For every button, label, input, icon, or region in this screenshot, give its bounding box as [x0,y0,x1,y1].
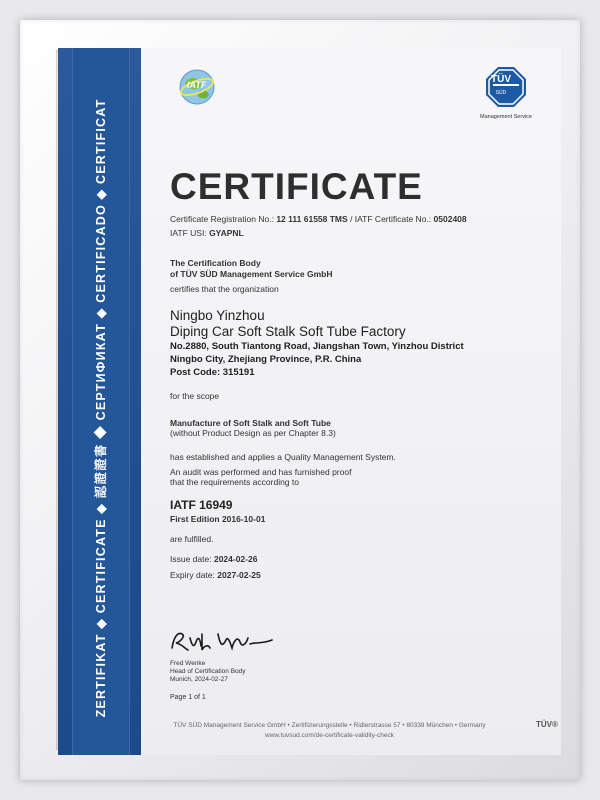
tuv-logo-caption: Management Service [480,114,532,120]
signature-image [168,626,278,656]
fulfilled-text: are fulfilled. [170,534,214,544]
iatf-usi-value: GYAPNL [209,228,244,238]
post-code: Post Code: 315191 [170,367,255,378]
tuv-logo-text: TÜV [491,74,511,85]
audit-line-2: that the requirements according to [170,477,299,487]
certifies-text: certifies that the organization [170,284,279,294]
iatf-certificate-label: / IATF Certificate No.: [350,214,432,224]
cert-body-line-1: The Certification Body [170,258,261,268]
iatf-logo [178,68,216,111]
expiry-date-value: 2027-02-25 [217,570,261,580]
company-name-line-2: Diping Car Soft Stalk Soft Tube Factory [170,324,406,339]
standard-name: IATF 16949 [170,498,233,512]
page-number: Page 1 of 1 [170,694,206,701]
tuv-logo-subtext: SÜD [495,90,507,96]
footer-website: www.tuvsud.com/de-certificate-validity-check [265,732,394,739]
signatory-place-date: Munich, 2024-02-27 [170,676,228,683]
audit-line-1: An audit was performed and has furnished proof [170,467,352,477]
tuv-octagon-icon [485,66,527,108]
expiry-date-label: Expiry date: [170,570,215,580]
iatf-usi-line [170,228,244,238]
registration-number: 12 111 61558 TMS [276,214,348,224]
sidebar-band [58,48,141,755]
certificate-document [58,48,561,755]
signatory-role: Head of Certification Body [170,668,246,675]
registration-label: Certificate Registration No.: [170,214,274,224]
footer-address: TÜV SÜD Management Service GmbH • Zertifizierungsstelle • Ridlerstrasse 57 • 80339 München • Germany [173,722,486,729]
issue-date-line [170,554,257,564]
cert-body-line-2: of TÜV SÜD Management Service GmbH [170,269,333,279]
scope-line-1: Manufacture of Soft Stalk and Soft Tube [170,418,331,428]
iatf-logo-text: IATF [187,80,207,90]
scope-intro: for the scope [170,391,220,401]
standard-edition: First Edition 2016-10-01 [170,514,266,524]
footer-tuv-logo: TÜV® [536,720,558,729]
issue-date-label: Issue date: [170,554,212,564]
company-name-line-1: Ningbo Yinzhou [170,308,265,323]
iatf-usi-label: IATF USI: [170,228,207,238]
scope-line-2: (without Product Design as per Chapter 8.3) [170,428,336,438]
qms-established-text: has established and applies a Quality Management System. [170,452,396,462]
iatf-certificate-number: 0502408 [433,214,467,224]
certificate-title: CERTIFICATE [170,166,423,207]
expiry-date-line [170,570,261,580]
address-line-1: No.2880, South Tiantong Road, Jiangshan Town, Yinzhou District [170,341,464,352]
address-line-2: Ningbo City, Zhejiang Province, P.R. China [170,354,362,365]
sidebar-multilingual-text: ZERTIFIKAT ◆ CERTIFICATE ◆ 認證證書 ◆ СЕРТИФИКАТ ◆ CERTIFICADO ◆ CERTIFICAT [94,98,108,718]
tuv-sud-logo [480,66,532,120]
issue-date-value: 2024-02-26 [213,554,258,564]
signatory-name: Fred Wenke [170,660,206,667]
registration-line [170,214,467,224]
